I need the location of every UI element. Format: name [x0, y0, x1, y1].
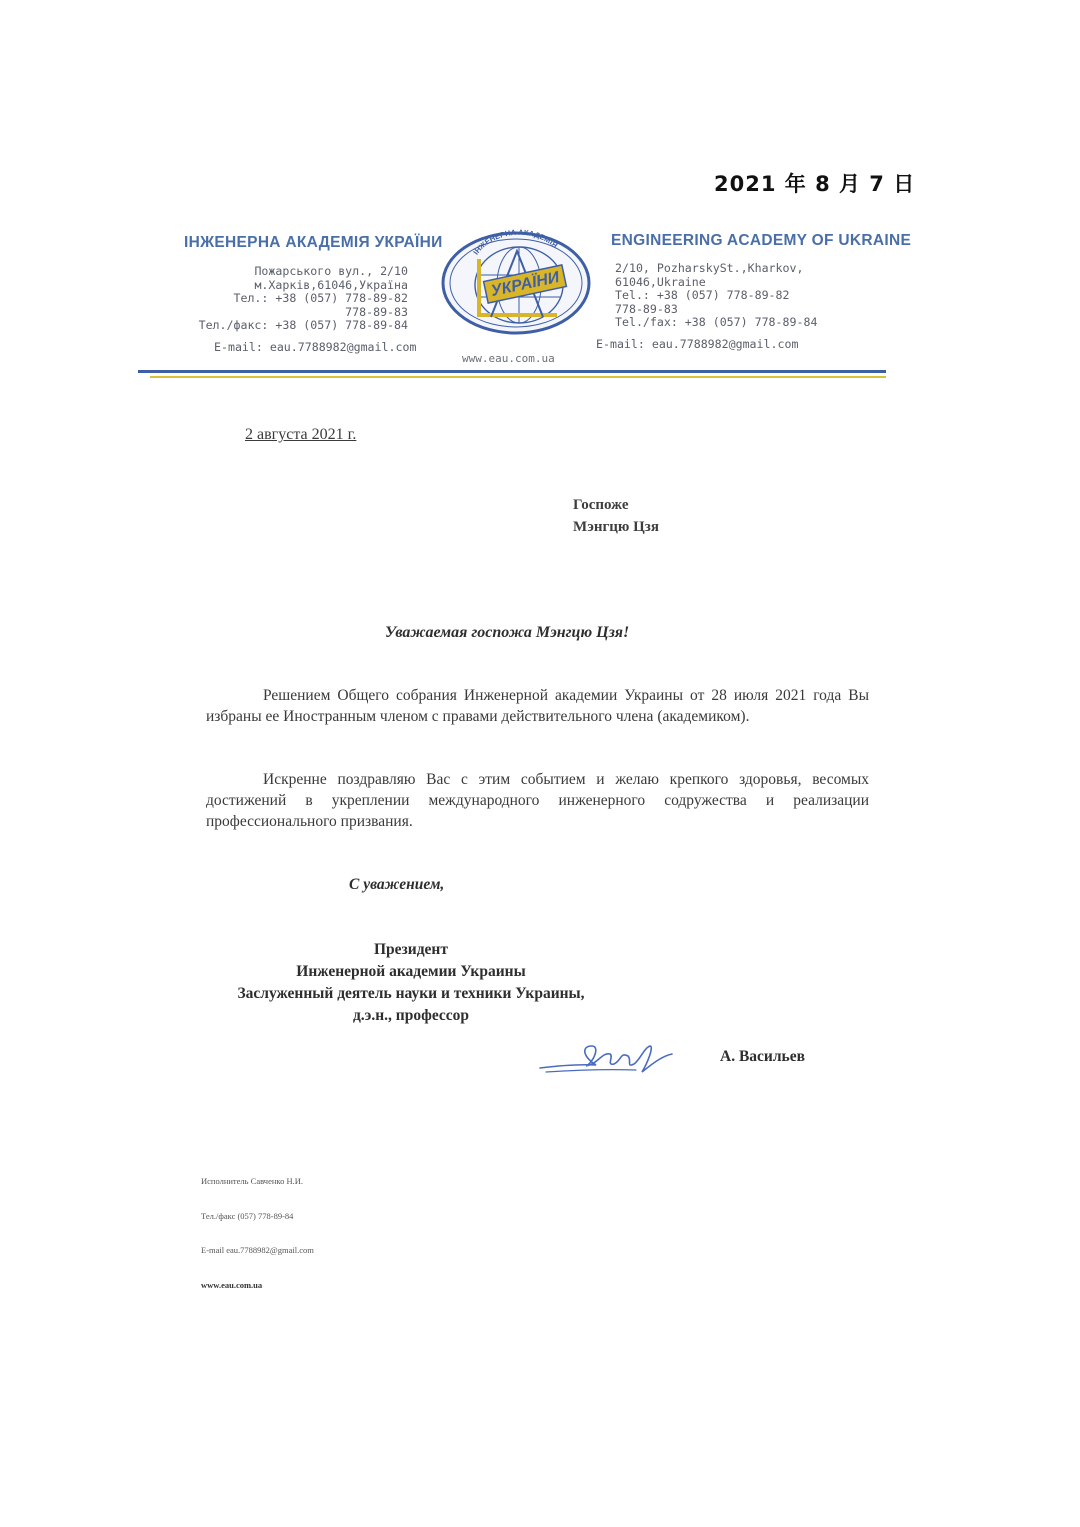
document-date-cn: 2021 年 8 月 7 日: [714, 172, 916, 196]
footer-website: www.eau.com.ua: [201, 1279, 263, 1290]
signer-title-line: д.э.н., профессор: [352, 1007, 470, 1024]
signer-title-line: Инженерной академии Украины: [296, 963, 526, 980]
logo-main-text: УКРАЇНИ: [489, 268, 561, 301]
paragraph-1: Решением Общего собрания Инженерной академии Украины от 28 июля 2021 года Вы избраны ее Иностранным членом с правами действительного члена (академиком).: [206, 687, 869, 725]
handwritten-signature: [536, 1038, 676, 1078]
footer-executor: Исполнитель Савченко Н.И.: [201, 1176, 303, 1186]
website-link: www.eau.com.ua: [462, 352, 555, 365]
closing: С уважением,: [349, 876, 445, 893]
footer-email: E-mail eau.7788982@gmail.com: [201, 1245, 314, 1255]
academy-title-en: ENGINEERING ACADEMY OF UKRAINE: [611, 232, 912, 249]
logo-top-text: ІНЖЕНЕРНА АКАДЕМІЯ: [471, 229, 560, 257]
email-ua: E-mail: eau.7788982@gmail.com: [214, 340, 417, 354]
letterhead-rule-yellow: [150, 376, 886, 378]
academy-title-ua: ІНЖЕНЕРНА АКАДЕМІЯ УКРАЇНИ: [184, 234, 443, 251]
salutation: Уважаемая госпожа Мэнгцю Цзя!: [385, 624, 630, 641]
paragraph-2: Искренне поздравляю Вас с этим событием и желаю крепкого здоровья, весомых достижений в укреплении международного инженерного содружества и реализации профессионального призвания.: [206, 771, 869, 830]
signer-title-line: Заслуженный деятель науки и техники Украины,: [237, 985, 585, 1002]
signer-title-line: Президент: [374, 941, 448, 958]
signature-block: [203, 939, 619, 1027]
recipient: Госпоже Мэнгцю Цзя: [573, 497, 659, 535]
email-en: E-mail: eau.7788982@gmail.com: [596, 337, 799, 351]
address-ua: Пожарського вул., 2/10 м.Харків,61046,Україна Тел.: +38 (057) 778-89-82 778-89-83 Тел./факс: +38 (057) 778-89-84: [198, 264, 408, 333]
footer-phone: Тел./факс (057) 778-89-84: [201, 1210, 294, 1221]
letterhead-rule-blue: [138, 370, 886, 373]
signer-name: А. Васильев: [720, 1048, 805, 1065]
academy-logo: [439, 229, 593, 337]
footer-contacts: [201, 1153, 314, 1303]
letter-date: 2 августа 2021 г.: [245, 426, 357, 443]
address-en: 2/10, PozharskySt.,Kharkov, 61046,Ukraine Tel.: +38 (057) 778-89-82 778-89-83 Tel./fax: +38 (057) 778-89-84: [615, 261, 818, 330]
